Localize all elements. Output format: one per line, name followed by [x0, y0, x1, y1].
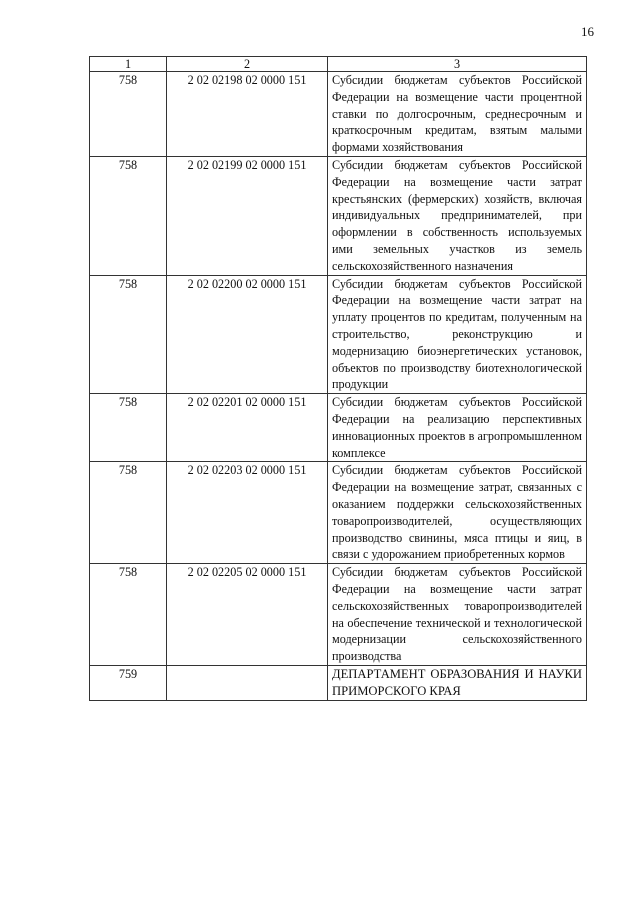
admin-code-cell: 758 — [90, 394, 167, 462]
description-cell: Субсидии бюджетам субъектов Российской Федерации на возмещение части процентной ставки по долгосрочным, среднесрочным и краткосрочным кредитам, взятым малыми формами хозяйствования — [328, 72, 587, 157]
budget-code-cell: 2 02 02200 02 0000 151 — [167, 275, 328, 394]
description-cell: Субсидии бюджетам субъектов Российской Федерации на возмещение части затрат крестьянских (фермерских) хозяйств, включая индивидуальных предпринимателей, при оформлении в собственность используемых ими земельных участков из земель сельскохозяйственного назначения — [328, 156, 587, 275]
table-row — [90, 156, 587, 275]
column-header: 1 — [90, 57, 167, 72]
table-row — [90, 665, 587, 700]
description-cell: Субсидии бюджетам субъектов Российской Федерации на возмещение части затрат сельскохозяйственных товаропроизводителей на обеспечение технической и технологической модернизации сельскохозяйственного производства — [328, 564, 587, 666]
budget-code-cell: 2 02 02203 02 0000 151 — [167, 462, 328, 564]
budget-codes-table — [89, 56, 587, 701]
column-header: 3 — [328, 57, 587, 72]
description-cell: Субсидии бюджетам субъектов Российской Федерации на возмещение части затрат на уплату процентов по кредитам, полученным на строительство, реконструкцию и модернизацию биоэнергетических установок, объектов по производству биотехнологической продукции — [328, 275, 587, 394]
admin-code-cell: 758 — [90, 462, 167, 564]
admin-code-cell: 758 — [90, 564, 167, 666]
admin-code-cell: 759 — [90, 665, 167, 700]
table-row — [90, 564, 587, 666]
description-cell: Субсидии бюджетам субъектов Российской Федерации на реализацию перспективных инновационных проектов в агропромышленном комплексе — [328, 394, 587, 462]
table-row — [90, 72, 587, 157]
department-title-cell: ДЕПАРТАМЕНТ ОБРАЗОВАНИЯ И НАУКИ ПРИМОРСКОГО КРАЯ — [328, 665, 587, 700]
admin-code-cell: 758 — [90, 156, 167, 275]
table-row — [90, 394, 587, 462]
table-row — [90, 462, 587, 564]
page-number: 16 — [581, 24, 594, 39]
budget-code-cell: 2 02 02201 02 0000 151 — [167, 394, 328, 462]
budget-code-cell: 2 02 02205 02 0000 151 — [167, 564, 328, 666]
budget-code-cell: 2 02 02198 02 0000 151 — [167, 72, 328, 157]
admin-code-cell: 758 — [90, 72, 167, 157]
column-header: 2 — [167, 57, 328, 72]
admin-code-cell: 758 — [90, 275, 167, 394]
budget-code-cell: 2 02 02199 02 0000 151 — [167, 156, 328, 275]
description-cell: Субсидии бюджетам субъектов Российской Федерации на возмещение затрат, связанных с оказанием поддержки сельскохозяйственных товаропроизводителей, осуществляющих производство свинины, мяса птицы и яиц, в связи с удорожанием приобретенных кормов — [328, 462, 587, 564]
table-header-row — [90, 57, 587, 72]
budget-code-cell — [167, 665, 328, 700]
table-row — [90, 275, 587, 394]
